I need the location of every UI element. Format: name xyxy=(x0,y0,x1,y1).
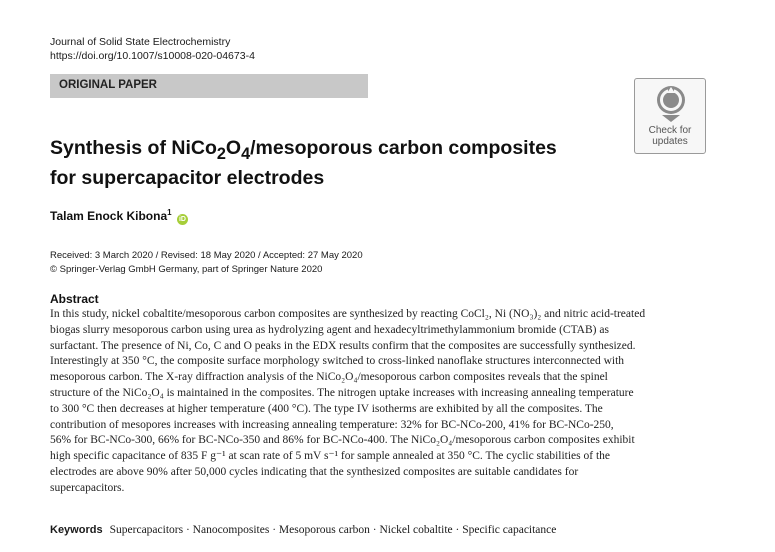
author xyxy=(50,208,188,225)
received-dates: Received: 3 March 2020 / Revised: 18 May 2020 / Accepted: 27 May 2020 xyxy=(50,250,363,261)
title-line-1 xyxy=(50,136,610,166)
abstract-line: mesoporous carbon. The X-ray diffraction analysis of the NiCo₂O₄/mesoporous carbon composites reveals that the spinel xyxy=(50,371,608,384)
copyright: © Springer-Verlag GmbH Germany, part of Springer Nature 2020 xyxy=(50,264,323,275)
author-affiliation: 1 xyxy=(167,208,172,217)
abstract-line: surfactant. The presence of Ni, Co, C and O peaks in the EDX results confirm that the composites are successfully synthesized. xyxy=(50,339,636,352)
abstract-line: In this study, nickel cobaltite/mesoporous carbon composites are synthesized by reacting CoCl₂, Ni (NO₃)₂ and nitric acid-treated xyxy=(50,308,646,320)
title-sub: 4 xyxy=(241,144,251,163)
badge-line-2: updates xyxy=(652,136,688,147)
abstract-line: biogas slurry mesoporous carbon using urea as hydrolyzing agent and hexadecyltrimethylammonium bromide (CTAB) as xyxy=(50,323,609,336)
abstract-line: supercapacitors. xyxy=(50,481,125,494)
abstract-line: 56% for BC-NCo-300, 66% for BC-NCo-350 and 86% for BC-NCo-400. The NiCo₂O₄/mesoporous carbon composites exhibit xyxy=(50,434,635,447)
abstract-line: contribution of mesopores increases with increasing annealing temperature: 32% for BC-NCo-200, 41% for BC-NCo-250, xyxy=(50,418,614,431)
abstract-heading: Abstract xyxy=(50,292,99,306)
abstract-line: Interestingly at 350 °C, the composite surface morphology switched to cross-linked nanoflake structures interconnected with xyxy=(50,355,625,368)
abstract-line: to 300 °C then decreases at higher temperature (400 °C). The type IV isotherms are exhibited by all the composites. The xyxy=(50,402,603,415)
doi-link[interactable]: https://doi.org/10.1007/s10008-020-04673-4 xyxy=(50,50,255,62)
keywords xyxy=(50,524,556,536)
title-line-2: for supercapacitor electrodes xyxy=(50,166,325,189)
badge-line-1: Check for xyxy=(648,125,692,136)
abstract-line: high specific capacitance of 835 F g⁻¹ at scan rate of 5 mV s⁻¹ for sample annealed at 350 °C. The cyclic stabilities of the xyxy=(50,450,611,463)
article-title xyxy=(50,136,610,190)
abstract-line: structure of the NiCo₂O₄ is maintained in the composites. The nitrogen uptake increases with increasing annealing temperature xyxy=(50,386,634,399)
abstract-line: electrodes are above 90% after 50,000 cycles indicating that the synthesized composites are suitable candidates for xyxy=(50,465,579,478)
article-dates xyxy=(50,249,363,277)
keywords-list: Supercapacitors · Nanocomposites · Mesoporous carbon · Nickel cobaltite · Specific capacitance xyxy=(109,524,557,536)
badge-text xyxy=(635,125,705,147)
abstract-body xyxy=(50,307,708,497)
check-for-updates-icon xyxy=(655,85,687,123)
title-part: O xyxy=(225,137,242,159)
keywords-label: Keywords xyxy=(50,524,103,536)
journal-name: Journal of Solid State Electrochemistry xyxy=(50,36,231,48)
article-type-banner: ORIGINAL PAPER xyxy=(50,74,368,98)
title-part: Synthesis of NiCo xyxy=(50,137,217,159)
title-part: /mesoporous carbon composites xyxy=(250,137,557,159)
journal-info xyxy=(50,35,255,63)
author-name[interactable]: Talam Enock Kibona xyxy=(50,209,168,223)
check-for-updates-badge[interactable] xyxy=(634,78,706,154)
orcid-icon[interactable]: iD xyxy=(178,216,186,223)
title-sub: 2 xyxy=(216,144,226,163)
